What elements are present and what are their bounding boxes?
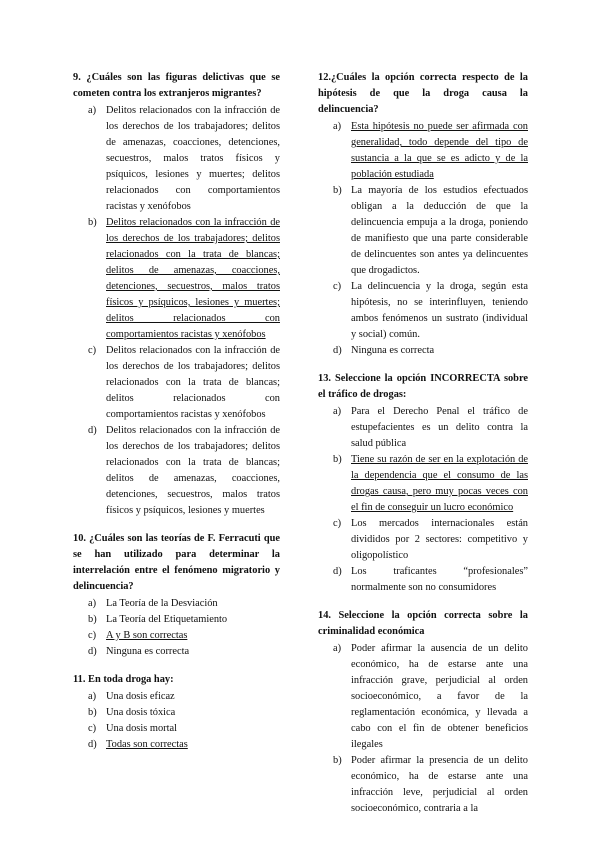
- option-marker: a): [88, 105, 97, 116]
- option-marker: c): [333, 518, 342, 529]
- option-c[interactable]: [73, 343, 280, 423]
- option-text: Los traficantes “profesionales” normalmente son no consumidores: [351, 566, 528, 593]
- option-marker: b): [88, 614, 97, 625]
- options-list: [73, 596, 280, 660]
- options-list: [73, 103, 280, 519]
- option-text-underlined: Tiene su razón de ser en la explotación de la dependencia que el consumo de las drogas causa, pero muy pocas veces con el fin de conseguir un lucro económico: [351, 454, 528, 513]
- option-marker: b): [88, 217, 97, 228]
- question-10: [73, 531, 280, 660]
- option-text: La mayoría de los estudios efectuados obligan a la deducción de que la delincuencia empuja a la droga, poniendo de manifiesto que una parte considerable de delincuentes son antes ya delincuentes que drogadictos.: [351, 185, 528, 276]
- options-list: [73, 689, 280, 753]
- option-text: Una dosis mortal: [106, 723, 177, 734]
- option-c[interactable]: [318, 516, 528, 564]
- question-14: [318, 608, 528, 817]
- option-marker: b): [88, 707, 97, 718]
- option-d[interactable]: [73, 423, 280, 519]
- option-marker: a): [333, 121, 342, 132]
- option-text: Delitos relacionados con la infracción de los derechos de los trabajadores; delitos relacionados con la trata de blancas; delitos relacionados con comportamientos racistas y xenófobos: [106, 345, 280, 420]
- option-text: Una dosis tóxica: [106, 707, 176, 718]
- option-text: Delitos relacionados con la infracción de los derechos de los trabajadores; delitos relacionados con la trata de blancas; delitos de amenazas, coacciones, detenciones, secuestros, malos tratos físicos y psíquicos, lesiones y muertes: [106, 425, 280, 516]
- option-text-underlined: A y B son correctas: [106, 630, 188, 641]
- option-marker: d): [88, 739, 97, 750]
- option-d[interactable]: [73, 644, 280, 660]
- option-b[interactable]: [73, 612, 280, 628]
- option-text: Poder afirmar la presencia de un delito económico, ha de estarse ante una infracción leve, perjudicial al orden socioeconómico, contraria a la: [351, 755, 528, 814]
- option-text: Una dosis eficaz: [106, 691, 175, 702]
- option-text: La delincuencia y la droga, según esta hipótesis, no se interinfluyen, teniendo ambos fenómenos un sustrato (individual y social) común.: [351, 281, 528, 340]
- option-a[interactable]: [318, 404, 528, 452]
- option-text: Poder afirmar la ausencia de un delito económico, ha de estarse ante una infracción grave, perjudicial al orden socioeconómico, a favor de la reglamentación económica, y llevada a cabo con el fin de obtener beneficios ilegales: [351, 643, 528, 750]
- question-title: 13. Seleccione la opción INCORRECTA sobre el tráfico de drogas:: [318, 373, 528, 400]
- question-title: 14. Seleccione la opción correcta sobre la criminalidad económica: [318, 610, 528, 637]
- option-b[interactable]: [73, 705, 280, 721]
- option-marker: a): [88, 691, 97, 702]
- option-b[interactable]: [318, 753, 528, 817]
- option-c[interactable]: [318, 279, 528, 343]
- options-list: [318, 119, 528, 359]
- option-marker: a): [88, 598, 97, 609]
- option-marker: c): [88, 630, 97, 641]
- option-c[interactable]: [73, 628, 280, 644]
- question-title: 12.¿Cuáles la opción correcta respecto de la hipótesis de que la droga causa la delincuencia?: [318, 72, 528, 115]
- option-marker: b): [333, 755, 342, 766]
- option-text: Ninguna es correcta: [106, 646, 190, 657]
- right-column: [318, 70, 528, 829]
- question-title: 11. En toda droga hay:: [73, 674, 174, 685]
- option-marker: d): [88, 425, 97, 436]
- option-a[interactable]: [318, 641, 528, 753]
- option-a[interactable]: [73, 103, 280, 215]
- question-9: [73, 70, 280, 519]
- option-text: Para el Derecho Penal el tráfico de estupefacientes es un delito contra la salud pública: [351, 406, 528, 449]
- option-a[interactable]: [73, 689, 280, 705]
- question-13: [318, 371, 528, 596]
- option-marker: a): [333, 643, 342, 654]
- option-marker: c): [88, 345, 97, 356]
- option-marker: d): [333, 566, 342, 577]
- option-d[interactable]: [73, 737, 280, 753]
- option-d[interactable]: [318, 343, 528, 359]
- question-11: [73, 672, 280, 753]
- option-marker: a): [333, 406, 342, 417]
- option-text-underlined: Delitos relacionados con la infracción de los derechos de los trabajadores; delitos relacionados con la trata de blancas; delitos de amenazas, coacciones, detenciones, secuestros, malos tratos físicos y psíquicos, lesiones y muertes; delitos relacionados con comportamientos racistas y xenófobos: [106, 217, 280, 340]
- options-list: [318, 404, 528, 596]
- question-12: [318, 70, 528, 359]
- option-a[interactable]: [318, 119, 528, 183]
- options-list: [318, 641, 528, 817]
- option-b[interactable]: [73, 215, 280, 343]
- option-b[interactable]: [318, 452, 528, 516]
- option-a[interactable]: [73, 596, 280, 612]
- option-b[interactable]: [318, 183, 528, 279]
- question-title: 9. ¿Cuáles son las figuras delictivas que se cometen contra los extranjeros migrantes?: [73, 72, 280, 99]
- question-title: 10. ¿Cuáles son las teorías de F. Ferracuti que se han utilizado para determinar la interrelación entre el fenómeno migratorio y delincuencia?: [73, 533, 280, 592]
- option-marker: c): [333, 281, 342, 292]
- option-text: Los mercados internacionales están divididos por 2 sectores: competitivo y oligopolístico: [351, 518, 528, 561]
- option-text: La Teoría del Etiquetamiento: [106, 614, 228, 625]
- option-text-underlined: Todas son correctas: [106, 739, 188, 750]
- option-c[interactable]: [73, 721, 280, 737]
- option-marker: d): [88, 646, 97, 657]
- option-text: La Teoría de la Desviación: [106, 598, 218, 609]
- option-d[interactable]: [318, 564, 528, 596]
- option-marker: c): [88, 723, 97, 734]
- option-text: Ninguna es correcta: [351, 345, 435, 356]
- option-marker: b): [333, 185, 342, 196]
- option-text-underlined: Esta hipótesis no puede ser afirmada con generalidad, todo depende del tipo de sustancia a la que se es adicto y de la población estudiada: [351, 121, 528, 180]
- option-marker: b): [333, 454, 342, 465]
- option-marker: d): [333, 345, 342, 356]
- option-text: Delitos relacionados con la infracción de los derechos de los trabajadores; delitos de amenazas, coacciones, detenciones, secuestros, malos tratos físicos y psíquicos, lesiones y muertes; delitos relacionados con comportamientos racistas y xenófobos: [106, 105, 280, 212]
- left-column: [73, 70, 280, 765]
